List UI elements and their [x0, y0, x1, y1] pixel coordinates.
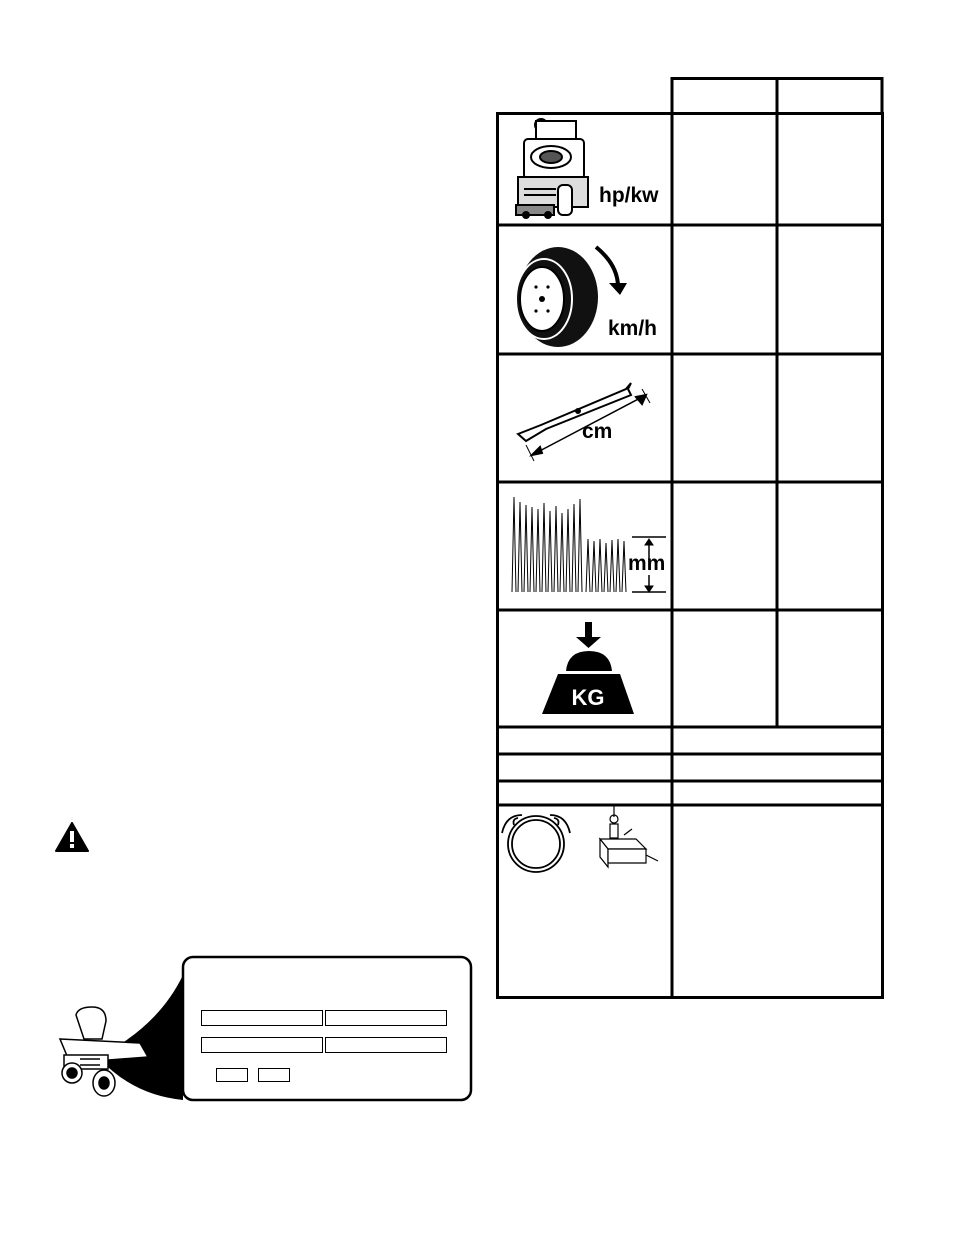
engine-power-unit: hp/kw: [599, 184, 659, 207]
tag-field-4: [325, 1037, 447, 1053]
cutting-width-unit: cm: [582, 420, 613, 443]
weight-label: KG: [571, 685, 605, 710]
spec-table: [496, 77, 884, 999]
steering-wheel-icon: [502, 815, 570, 872]
weight-icon: [542, 622, 634, 714]
cutting-height-unit: mm: [628, 552, 666, 575]
spec-table-grid: [496, 77, 884, 999]
serial-tag-frame: [40, 955, 480, 1105]
grass-height-icon: [512, 497, 666, 592]
seat-vibration-icon: [600, 805, 658, 867]
tag-field-5: [216, 1068, 248, 1082]
serial-tag-callout: [40, 955, 480, 1105]
tag-field-6: [258, 1068, 290, 1082]
warning-triangle-icon: [55, 822, 89, 852]
speed-unit: km/h: [608, 317, 658, 340]
engine-icon: [516, 119, 588, 218]
tag-field-1: [201, 1010, 323, 1026]
tag-field-2: [325, 1010, 447, 1026]
tag-field-3: [201, 1037, 323, 1053]
